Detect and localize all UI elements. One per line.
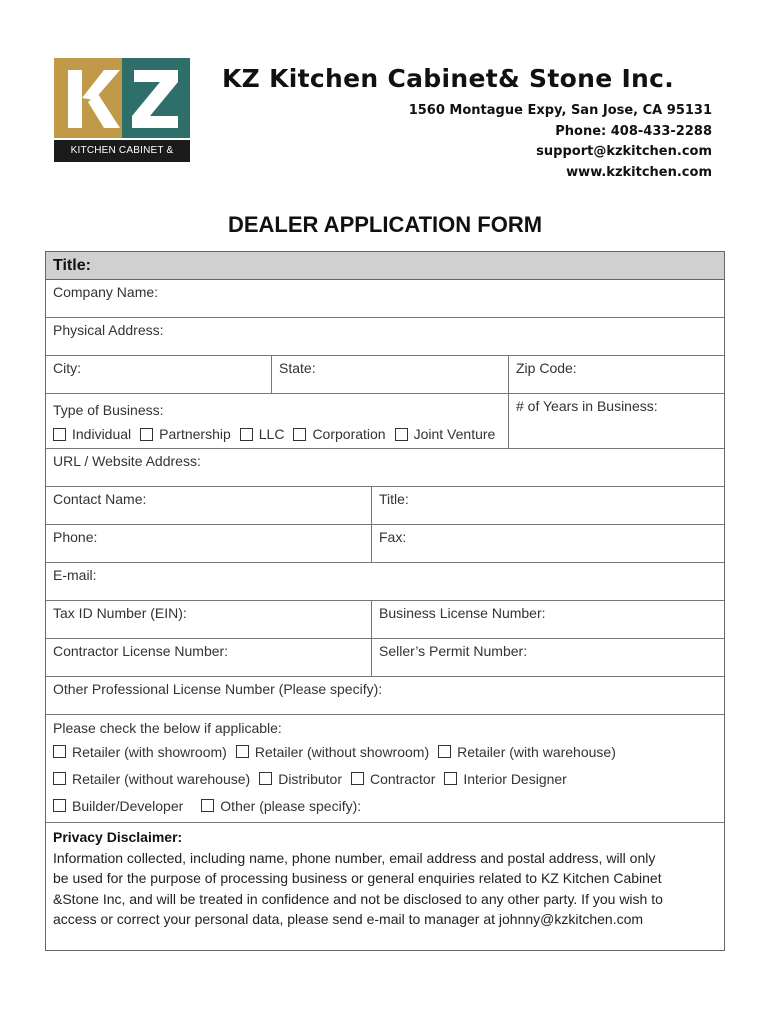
phone-field[interactable]: [46, 525, 371, 562]
logo-caption: KITCHEN CABINET & STONE: [54, 140, 190, 162]
type-of-business-label: Type of Business:: [53, 402, 164, 418]
physical-address-field[interactable]: [46, 318, 724, 355]
title-field[interactable]: [371, 487, 724, 524]
tax-id-field[interactable]: [46, 601, 371, 638]
checkbox-icon[interactable]: [201, 799, 214, 812]
privacy-line: be used for the purpose of processing business or general enquiries related to KZ Kitchen Cabinet: [53, 870, 662, 886]
applicable-options-row-3: [53, 792, 717, 819]
checkbox-icon[interactable]: [140, 428, 153, 441]
checkbox-icon[interactable]: [53, 799, 66, 812]
company-phone: Phone: 408-433-2288: [555, 123, 712, 139]
type-of-business-cell: [46, 394, 508, 448]
logo-kz-letters: [54, 58, 190, 138]
phone-label: Phone:: [53, 529, 98, 545]
privacy-disclaimer: [46, 823, 724, 950]
row-tax-license: [46, 601, 724, 639]
other-license-label: Other Professional License Number (Please specify):: [53, 681, 383, 697]
option-retailer-with-warehouse[interactable]: Retailer (with warehouse): [438, 744, 616, 760]
checkbox-icon[interactable]: [53, 772, 66, 785]
row-business-type: [46, 394, 724, 449]
city-label: City:: [53, 360, 81, 376]
contact-name-field[interactable]: [46, 487, 371, 524]
sellers-permit-field[interactable]: [371, 639, 724, 676]
row-phone-fax: [46, 525, 724, 563]
sellers-permit-label: Seller’s Permit Number:: [379, 643, 528, 659]
row-company-name: [46, 280, 724, 318]
checkbox-icon[interactable]: [240, 428, 253, 441]
physical-address-label: Physical Address:: [53, 322, 164, 338]
fax-field[interactable]: [371, 525, 724, 562]
zip-code-field[interactable]: [508, 356, 724, 393]
company-contact-block: [409, 101, 712, 183]
applicable-options-row-1: [53, 738, 717, 765]
option-retailer-without-warehouse[interactable]: Retailer (without warehouse): [53, 771, 250, 787]
checkbox-icon[interactable]: [293, 428, 306, 441]
company-logo: [54, 58, 190, 178]
option-retailer-without-showroom[interactable]: Retailer (without showroom): [236, 744, 429, 760]
contractor-license-field[interactable]: [46, 639, 371, 676]
contractor-license-label: Contractor License Number:: [53, 643, 229, 659]
privacy-line: &Stone Inc, and will be treated in confidence and not be disclosed to any other party. If you wish to: [53, 890, 663, 907]
checkbox-icon[interactable]: [395, 428, 408, 441]
years-in-business-field[interactable]: [508, 394, 724, 448]
option-distributor[interactable]: Distributor: [259, 771, 342, 787]
checkbox-icon[interactable]: [438, 745, 451, 758]
applicable-cell: [46, 715, 724, 822]
option-llc[interactable]: LLC: [240, 426, 285, 442]
checkbox-icon[interactable]: [53, 428, 66, 441]
checkbox-icon[interactable]: [259, 772, 272, 785]
company-website-link[interactable]: www.kzkitchen.com: [566, 164, 712, 180]
option-joint-venture[interactable]: Joint Venture: [395, 426, 496, 442]
option-partnership[interactable]: Partnership: [140, 426, 231, 442]
row-applicable: [46, 715, 724, 823]
website-field[interactable]: [46, 449, 724, 486]
state-field[interactable]: [271, 356, 508, 393]
email-label: E-mail:: [53, 567, 97, 583]
applicable-options-row-2: [53, 765, 717, 792]
website-label: URL / Website Address:: [53, 453, 201, 469]
company-name: KZ Kitchen Cabinet& Stone Inc.: [222, 64, 675, 93]
row-privacy: [46, 823, 724, 950]
state-label: State:: [279, 360, 316, 376]
form-title: DEALER APPLICATION FORM: [227, 212, 543, 237]
city-field[interactable]: [46, 356, 271, 393]
row-other-license: [46, 677, 724, 715]
row-contact-title: [46, 487, 724, 525]
dealer-application-form: [45, 251, 725, 951]
business-license-field[interactable]: [371, 601, 724, 638]
tax-id-label: Tax ID Number (EIN):: [53, 605, 187, 621]
privacy-line: Information collected, including name, phone number, email address and postal address, will only: [53, 849, 656, 866]
privacy-line: access or correct your personal data, please send e-mail to manager at johnny@kzkitchen.com: [53, 911, 644, 927]
option-builder-developer[interactable]: Builder/Developer: [53, 798, 183, 814]
email-field[interactable]: [46, 563, 724, 600]
privacy-heading: Privacy Disclaimer:: [53, 829, 183, 845]
row-city-state-zip: [46, 356, 724, 394]
checkbox-icon[interactable]: [351, 772, 364, 785]
option-other[interactable]: Other (please specify):: [201, 798, 361, 814]
company-name-label: Company Name:: [53, 284, 159, 300]
option-individual[interactable]: Individual: [53, 426, 131, 442]
contact-name-label: Contact Name:: [53, 491, 147, 507]
company-email-link[interactable]: support@kzkitchen.com: [536, 144, 712, 159]
row-contractor-permit: [46, 639, 724, 677]
other-license-field[interactable]: [46, 677, 724, 714]
section-a-heading: Title:: [46, 252, 724, 280]
option-interior-designer[interactable]: Interior Designer: [444, 771, 567, 787]
row-email: [46, 563, 724, 601]
row-physical-address: [46, 318, 724, 356]
check-prompt: Please check the below if applicable:: [53, 720, 282, 736]
option-contractor[interactable]: Contractor: [351, 771, 435, 787]
checkbox-icon[interactable]: [236, 745, 249, 758]
row-url: [46, 449, 724, 487]
years-in-business-label: # of Years in Business:: [516, 398, 658, 414]
company-name-field[interactable]: [46, 280, 724, 317]
option-corporation[interactable]: Corporation: [293, 426, 385, 442]
company-address: 1560 Montague Expy, San Jose, CA 95131: [408, 103, 712, 118]
option-retailer-with-showroom[interactable]: Retailer (with showroom): [53, 744, 227, 760]
zip-code-label: Zip Code:: [516, 360, 577, 376]
checkbox-icon[interactable]: [444, 772, 457, 785]
checkbox-icon[interactable]: [53, 745, 66, 758]
business-license-label: Business License Number:: [379, 605, 546, 621]
fax-label: Fax:: [379, 529, 407, 545]
business-type-options: [53, 423, 501, 445]
title-label: Title:: [379, 491, 409, 507]
